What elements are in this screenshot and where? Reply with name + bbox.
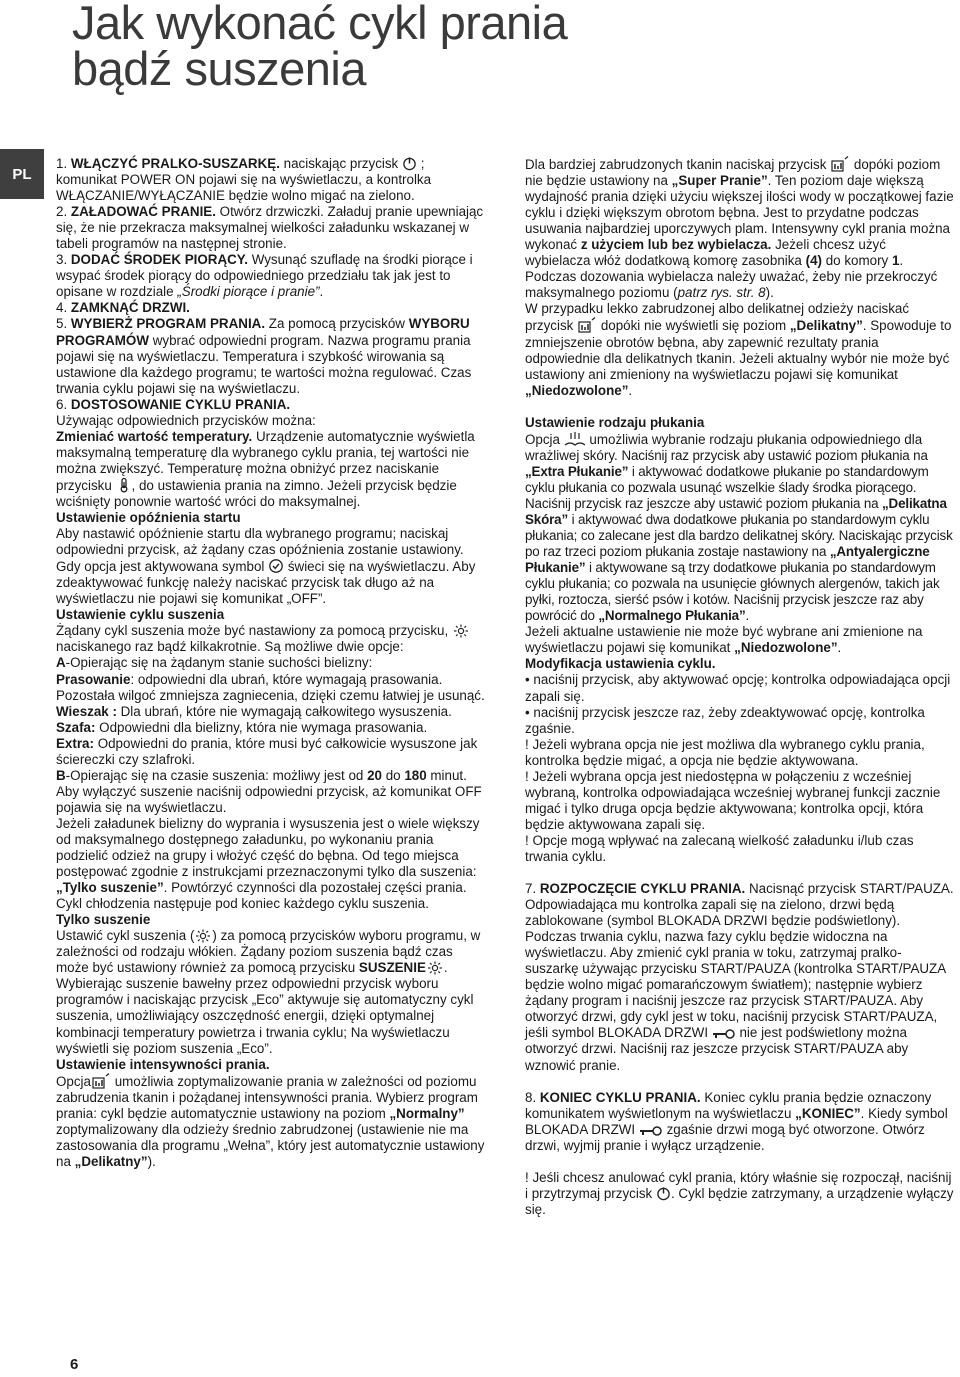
drying-only-section (56, 928, 489, 976)
modification-note-1: ! Jeżeli wybrana opcja nie jest możliwa dla wybranego cyklu prania, kontrolka będzie migać, a opcja nie będzie aktywowana. (525, 736, 925, 768)
super-wash-text-1: Dla bardziej zabrudzonych tkanin naciskaj przycisk (525, 157, 831, 172)
rinse-icon (564, 431, 586, 447)
delicate-level: „Delikatny” (789, 318, 863, 334)
intensity-text-3: zoptymalizowany dla odzieży średnio zabrudzonej (ustawienie nie ma zastosowania dla programu „Wełna”, który jest automatycznie ustawiony na (56, 1121, 485, 1169)
bleach-note: z użyciem lub bez wybielacza. (580, 237, 772, 253)
step-4-heading: ZAMKNĄĆ DRZWI. (70, 300, 190, 316)
delay-start-heading: Ustawienie opóźnienia startu (56, 510, 241, 526)
step-8-number: 8. (525, 1089, 540, 1105)
drying-load-text (56, 816, 489, 912)
temperature-section (56, 429, 489, 510)
spacer (525, 1154, 955, 1170)
end-message: „KONIEC” (795, 1105, 861, 1121)
step-1-text: naciskając przycisk (279, 156, 402, 171)
drying-button-label: SUSZENIE (358, 960, 426, 976)
super-wash-text-3: . Ten poziom daje większą wydajność prania dzięki użyciu większej ilości wody w początkowej fazie cyklu i dzięki większym obrotom bębna. Jest to przydatne podczas usuwania najbardziej uporczywych plam. Intensywny cykl prania można wykonać (525, 173, 954, 253)
page-number: 6 (70, 1356, 79, 1373)
wardrobe-text: Odpowiedni dla bielizny, która nie wymaga prasowania. (95, 719, 428, 735)
step-6-number: 6. (56, 396, 71, 412)
drying-only-reference: „Tylko suszenie” (56, 880, 164, 896)
drying-only-period: . (443, 960, 448, 976)
hanger-text: Dla ubrań, które nie wymagają całkowitego wysuszenia. (116, 703, 452, 719)
rinse-section (525, 431, 955, 625)
step-3-reference: „Środki piorące i pranie” (177, 284, 320, 300)
intensity-icon (91, 1073, 111, 1089)
rinse-text-9: . (837, 640, 842, 656)
rinse-text-5: i aktywować dwa dodatkowe płukania po standardowym cyklu płukania; co zalecane jest dla bardzo delikatnej skóry. Naciskając przycisk po raz trzeci poziom płukania zostaje nastawiony na (525, 511, 953, 560)
super-wash-text-5: do komory (821, 253, 892, 269)
rinse-text-6: i aktywowane są trzy dodatkowe płukania po standardowym cyklu płukania; co pozwala na usunięcie głównych alergenów, takich jak pyłki, roztocza, sierść psów i kotów. Naciśnij przycisk jeszcze raz aby powrócić do (525, 560, 940, 624)
step-1-heading: WŁĄCZYĆ PRALKO-SUSZARKĘ. (70, 156, 280, 171)
modification-note-2: ! Jeżeli wybrana opcja jest niedostępna w połączeniu z wcześniej wybraną, kontrolka odpowiadająca wcześniej wybranej funkcji zacznie migać i tylko druga opcja będzie aktywowana; kontrolka opcji, która będzie aktywowana zapali się. (525, 768, 941, 832)
rinse-text-2: umożliwia wybranie rodzaju płukania odpowiedniego dla wrażliwej skóry. (525, 431, 923, 463)
step-6-intro: Używając odpowiednich przycisków można: (56, 412, 316, 428)
ironing-level (56, 672, 489, 704)
not-allowed-message: „Niedozwolone” (734, 640, 838, 656)
rinse-text-3: Naciśnij raz przycisk aby ustawić poziom płukania na (621, 447, 928, 463)
drying-icon (426, 961, 444, 975)
temperature-text-2: , do ustawienia prania na zimno. Jeżeli przycisk będzie wciśnięty ponownie wartość wróci do maksymalnej. (56, 477, 457, 509)
language-tab: PL (0, 149, 44, 199)
intensity-text-1: Opcja (56, 1073, 91, 1089)
option-a-label: A (56, 655, 66, 671)
temperature-icon (116, 477, 132, 493)
drying-icon (452, 624, 470, 638)
step-7-text-2: nie jest podświetlony można otworzyć drzwi. Naciśnij raz jeszcze przycisk START/PAUZA aby wznowić pranie. (525, 1025, 909, 1073)
program-selection-label: WYBORU PROGRAMÓW (56, 316, 470, 348)
super-wash-text-6: . Podczas dozowania wybielacza należy uważać, żeby nie przekroczyć maksymalnego poziomu ( (525, 253, 938, 301)
step-1 (56, 156, 489, 204)
left-column (56, 156, 489, 1170)
step-4-number: 4. (56, 300, 71, 316)
extra-rinse-level: „Extra Płukanie” (525, 463, 629, 479)
page-title-line-1: Jak wykonać cykl prania (72, 0, 568, 49)
temperature-text: Urządzenie automatycznie wyświetla maksymalną temperaturę dla wybranego cyklu prania, tej wartości nie można zwiększyć. Temperaturę można obniżyć przez naciskanie przycisku (56, 428, 475, 493)
step-7-text: Nacisnąć przycisk START/PAUZA. Odpowiadająca mu kontrolka zapali się na zielono, drzwi będą zablokowane (symbol BLOKADA DRZWI będzie podświetlony). Podczas trwania cyklu, nazwa fazy cyklu będzie widoczna na wyświetlaczu. Aby zmienić cykl prania w toku, zatrzymaj pralko-suszarkę używając przycisku START/PAUZA (kontrolka START/PAUZA będzie wolno migać pomarańczowym światłem); następnie wybierz żądany program i naciśnij jeszcze raz przycisk START/PAUZA. Aby otworzyć drzwi, gdy cykl jest w toku, naciśnij przycisk START/PAUZA, jeśli symbol BLOKADA DRZWI (525, 881, 954, 1041)
cancel-note (525, 1170, 955, 1218)
step-6 (56, 397, 489, 413)
eco-drying-text: Wybierając suszenie bawełny przez odpowiedni przycisk wyboru programów i naciskając przycisk „Eco” aktywuje się automatyczny cykl suszenia, umożliwiający oszczędność energii, dzięki optymalnej kombinacji temperatury powietrza i trwania cyklu; Na wyświetlaczu wyświetli się poziom suszenia „Eco”. (56, 976, 474, 1056)
rinse-text-8: Jeżeli aktualne ustawienie nie może być wybrane ani zmienione na wyświetlaczu pojawi się komunikat (525, 624, 923, 656)
step-3-period: . (319, 284, 324, 300)
drying-load-text-2: . Powtórzyć czynności dla pozostałej części prania. Cykl chłodzenia następuje pod koniec każdego cyklu suszenia. (56, 880, 467, 912)
drying-only-text-1: Ustawić cykl suszenia ( (56, 928, 195, 944)
step-7 (525, 881, 955, 1074)
drying-cycle-section (56, 623, 489, 655)
option-b-to: do (382, 767, 405, 783)
step-2 (56, 204, 489, 252)
intensity-text-4: ). (147, 1153, 156, 1169)
step-3-number: 3. (56, 252, 71, 268)
delicate-paragraph (525, 301, 955, 398)
cancel-text-1: ! Jeśli chcesz anulować cykl prania, który właśnie się rozpoczął, naciśnij i przytrzymaj przycisk (525, 1169, 952, 1201)
delicate-text-2: dopóki nie wyświetli się poziom (597, 318, 790, 334)
drying-option-a (56, 655, 489, 671)
hanger-label: Wieszak : (56, 703, 117, 719)
step-3-text: Wysunąć szufladę na środki piorące i wsypać środek piorący do odpowiedniego przedziału tak jak jest to opisane w rozdziale (56, 252, 473, 300)
delicate-text-3: . Spowoduje to zmniejszenie obrotów bębna, aby zapewnić rezultaty prania odpowiednie dla delikatnych tkanin. Jeżeli aktualny wybór nie może być ustawiony ani zmieniony na wyświetlaczu pojawi się komunikat (525, 318, 952, 382)
super-wash-text-7: ). (765, 285, 774, 301)
step-3 (56, 252, 489, 300)
max-minutes: 180 (404, 767, 427, 783)
delay-start-text: Aby nastawić opóźnienie startu dla wybranego programu; naciskaj odpowiedni przycisk, aż żądany czas opóźnienia zostanie ustawiony. Gdy opcja jest aktywowana symbol (56, 526, 464, 575)
delay-start-section (56, 526, 489, 607)
intensity-text-2: umożliwia zoptymalizowanie prania w zależności od poziomu zabrudzenia tkanin i pożądanej intensywności prania. Wybierz program prania: cykl będzie automatycznie ustawiony na poziom (56, 1073, 478, 1121)
drying-cycle-heading: Ustawienie cyklu suszenia (56, 607, 225, 623)
step-7-heading: ROZPOCZĘCIE CYKLU PRANIA. (539, 881, 746, 897)
drying-cycle-text-2: naciskanego raz bądź kilkakrotnie. Są możliwe dwie opcje: (56, 639, 404, 655)
step-5-text: Za pomocą przycisków (265, 316, 409, 332)
extra-level (56, 736, 489, 768)
step-5-text-2: wybrać odpowiedni program. Nazwa programu prania pojawi się na wyświetlaczu. Temperatura i szybkość wirowania są ustawione dla każdego programu; te wartości można regulować. Czas trwania cyklu pojawi się na wyświetlaczu. (56, 332, 472, 396)
intensity-heading: Ustawienie intensywności prania. (56, 1056, 270, 1072)
drying-only-text-2: ) za pomocą przycisków wyboru programu, w zależności od rodzaju włókien. Żądany poziom suszenia bądź czas może być ustawiony również za pomocą przycisku (56, 928, 481, 976)
step-2-heading: ZAŁADOWAĆ PRANIE. (70, 204, 216, 220)
step-8 (525, 1090, 955, 1154)
ironing-text: : odpowiedni dla ubrań, które wymagają prasowania. Pozostała wilgoć zmniejsza zagniecenia, dzięki czemu łatwiej je usunąć. (56, 671, 485, 703)
temperature-heading: Zmieniać wartość temperatury. (56, 428, 253, 444)
spacer (525, 399, 955, 415)
step-6-heading: DOSTOSOWANIE CYKLU PRANIA. (70, 396, 291, 412)
rinse-text-4: i aktywować dodatkowe płukanie po standardowym cyklu płukania co pozwala usunąć wszelkie ślady środka piorącego. Naciśnij przycisk raz jeszcze aby ustawić poziom płukania na (525, 463, 929, 511)
drying-only-heading: Tylko suszenie (56, 912, 151, 928)
option-b-text: -Opierając się na czasie suszenia: możliwy jest od (65, 767, 368, 783)
option-b-label: B (56, 767, 66, 783)
delay-start-text-2: świeci się na wyświetlaczu. Aby zdeaktywować funkcję należy naciskać przycisk tak długo aż na wyświetlaczu nie pojawi się komunikat „OFF”. (56, 559, 476, 607)
step-8-text: Koniec cyklu prania będzie oznaczony komunikatem wyświetlonym na wyświetlaczu (525, 1089, 932, 1121)
intensity-icon (577, 317, 597, 333)
super-wash-paragraph (525, 156, 955, 301)
extra-text: Odpowiedni do prania, które musi być całkowicie wysuszone jak ściereczki czy szlafroki. (56, 735, 478, 767)
door-lock-icon (712, 1028, 736, 1040)
figure-reference: patrz rys. str. 8 (677, 285, 766, 301)
super-wash-level: „Super Pranie” (671, 173, 768, 189)
cycle-modification-heading: Modyfikacja ustawienia cyklu. (525, 656, 716, 672)
intensity-section (56, 1073, 489, 1170)
step-1-number: 1. (56, 156, 71, 171)
step-8-text-2: . Kiedy symbol BLOKADA DRZWI (525, 1105, 948, 1137)
option-a-text: -Opierając się na żądanym stanie suchości bielizny: (65, 655, 373, 671)
drying-off-text: Aby wyłączyć suszenie naciśnij odpowiedni przycisk, aż komunikat OFF pojawia się na wyświetlaczu. (56, 783, 482, 815)
delicate-text-1: W przypadku lekko zabrudzonej albo delikatnej odzieży naciskać przycisk (525, 301, 910, 334)
normal-level: „Normalny” (389, 1105, 465, 1121)
compartment-1: 1 (891, 253, 900, 269)
step-2-number: 2. (56, 204, 71, 220)
delicate-skin-level: „Delikatna Skóra” (525, 495, 947, 527)
spacer (525, 1074, 955, 1090)
rinse-heading: Ustawienie rodzaju płukania (525, 414, 705, 430)
spacer (525, 865, 955, 881)
page-title-line-2: bądź suszenia (72, 42, 366, 95)
normal-rinse-level: „Normalnego Płukania” (598, 608, 746, 624)
option-b-minutes: minut. (426, 767, 467, 783)
power-icon (656, 1186, 671, 1201)
step-1-text-2: ; komunikat POWER ON pojawi się na wyświetlaczu, a kontrolka WŁĄCZANIE/WYŁĄCZANIE będzie wolno migać na zielono. (56, 156, 432, 204)
modification-bullet-1: • naciśnij przycisk, aby aktywować opcję; kontrolka odpowiadająca opcji zapali się. (525, 672, 951, 704)
step-5-heading: WYBIERŻ PROGRAM PRANIA. (70, 316, 266, 332)
step-2-text: Otwórz drzwiczki. Załaduj pranie upewniając się, że nie przekracza maksymalnej wielkości załadunku wskazanej w tabeli programów na następnej stronie. (56, 204, 484, 252)
wardrobe-level (56, 720, 489, 736)
rinse-text-1: Opcja (525, 431, 564, 447)
rinse-text-7: . (745, 608, 750, 624)
delay-start-icon (268, 558, 284, 574)
anti-allergy-level: „Antyalergiczne Płukanie” (525, 544, 930, 576)
page-title (72, 0, 568, 95)
drying-load-text-1: Jeżeli załadunek bielizny do wyprania i wysuszenia jest o wiele większy od maksymalnego dostępnego załadunku, po wykonaniu prania podzielić odzież na grupy i włożyć część do bębna. Od tego miejsca postępować zgodnie z instrukcjami przeznaczonymi tylko dla suszenia: (56, 815, 480, 880)
super-wash-text-2: dopóki poziom nie będzie ustawiony na (525, 157, 941, 189)
step-5-number: 5. (56, 316, 71, 332)
drying-icon (194, 929, 212, 943)
step-3-heading: DODAĆ ŚRODEK PIORĄCY. (70, 252, 248, 268)
step-8-text-3: zgaśnie drzwi mogą być otworzone. Otwórz drzwi, wyjmij pranie i wyłącz urządzenie. (525, 1121, 925, 1153)
step-7-number: 7. (525, 881, 540, 897)
step-8-heading: KONIEC CYKLU PRANIA. (539, 1089, 701, 1105)
extra-label: Extra: (56, 735, 94, 751)
step-5 (56, 316, 489, 396)
delicate-level: „Delikatny” (74, 1153, 148, 1169)
ironing-label: Prasowanie (56, 671, 131, 687)
not-allowed-message: „Niedozwolone” (525, 382, 629, 398)
modification-bullet-2: • naciśnij przycisk jeszcze raz, żeby zdeaktywować opcję, kontrolka zgaśnie. (525, 704, 925, 736)
wardrobe-label: Szafa: (56, 719, 96, 735)
right-column (525, 156, 955, 1218)
super-wash-text-4: Jeżeli chcesz użyć wybielacza włóż dodatkową komorę zasobnika (525, 237, 886, 269)
compartment-4: (4) (805, 253, 822, 269)
cancel-text-2: . Cykl będzie zatrzymany, a urządzenie wyłączy się. (525, 1185, 954, 1217)
drying-option-b (56, 768, 489, 784)
drying-cycle-text: Żądany cykl suszenia może być nastawiony za pomocą przycisku, (56, 623, 452, 639)
power-icon (402, 156, 417, 171)
min-minutes: 20 (367, 767, 382, 783)
modification-note-3: ! Opcje mogą wpływać na zalecaną wielkość załadunku i/lub czas trwania cyklu. (525, 832, 914, 864)
rinse-not-allowed (525, 624, 955, 656)
door-lock-icon (639, 1125, 663, 1137)
intensity-icon (830, 156, 850, 172)
delicate-text-4: . (628, 382, 633, 398)
step-4 (56, 300, 489, 316)
hanger-level (56, 704, 489, 720)
